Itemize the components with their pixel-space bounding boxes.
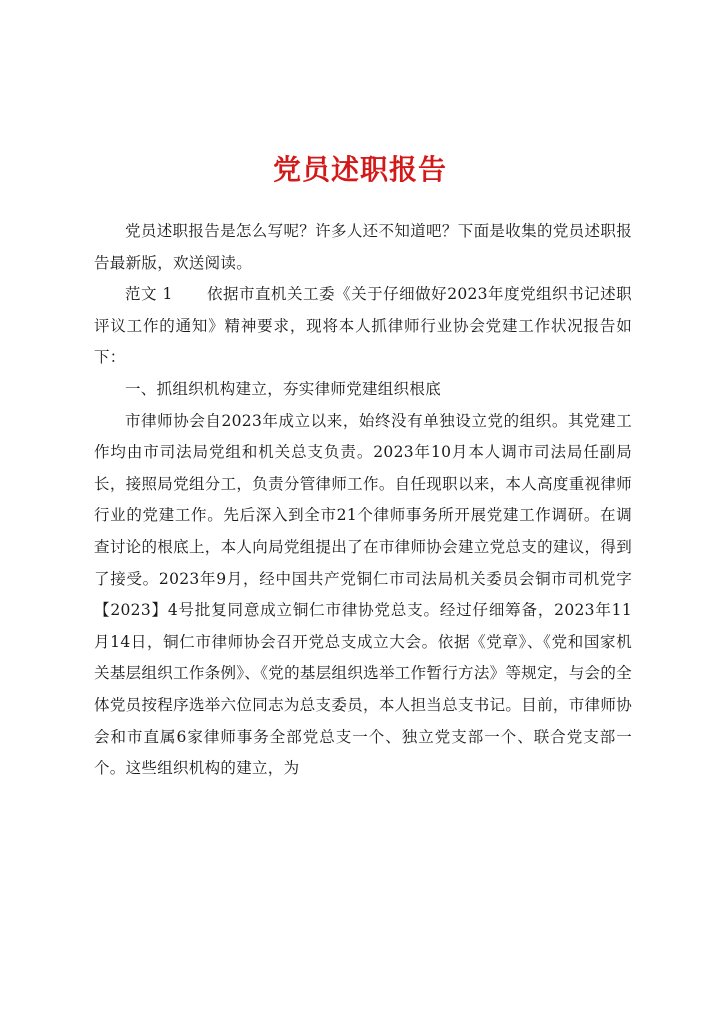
section-body-paragraph: 市律师协会自2023年成立以来，始终没有单独设立党的组织。其党建工作均由市司法局党组和机关总支负责。2023年10月本人调市司法局任副局长，接照局党组分工，负责分管律师工作。自任现职以来，本人高度重视律师行业的党建工作。先后深入到全市21个律师事务所开展党建工作调研。在调查讨论的根底上，本人向局党组提出了在市律师协会建立党总支的建议，得到了接受。2023年9月，经中国共产党铜仁市司法局机关委员会铜市司机党字【2023】4号批复同意成立铜仁市律协党总支。经过仔细筹备，2023年11月14日，铜仁市律师协会召开党总支成立大会。依据《党章》、《党和国家机关基层组织工作条例》、《党的基层组织选举工作暂行方法》等规定，与会的全体党员按程序选举六位同志为总支委员，本人担当总支书记。目前，市律师协会和市直属6家律师事务全部党总支一个、独立党支部一个、联合党支部一个。这些组织机构的建立，为 (94, 411, 632, 778)
sample-intro-text: 依据市直机关工委《关于仔细做好2023年度党组织书记述职评议工作的通知》精神要求，现将本人抓律师行业协会党建工作状况报告如下： (94, 285, 632, 367)
sample-paragraph (94, 279, 632, 374)
section-heading: 一、抓组织机构建立，夯实律师党建组织根底 (125, 379, 442, 398)
document-title: 党员述职报告 (272, 153, 447, 186)
sample-label: 范文 1 (125, 285, 173, 304)
intro-paragraph: 党员述职报告是怎么写呢？许多人还不知道吧？下面是收集的党员述职报告最新版，欢送阅读。 (94, 222, 632, 272)
document-body (94, 216, 632, 785)
